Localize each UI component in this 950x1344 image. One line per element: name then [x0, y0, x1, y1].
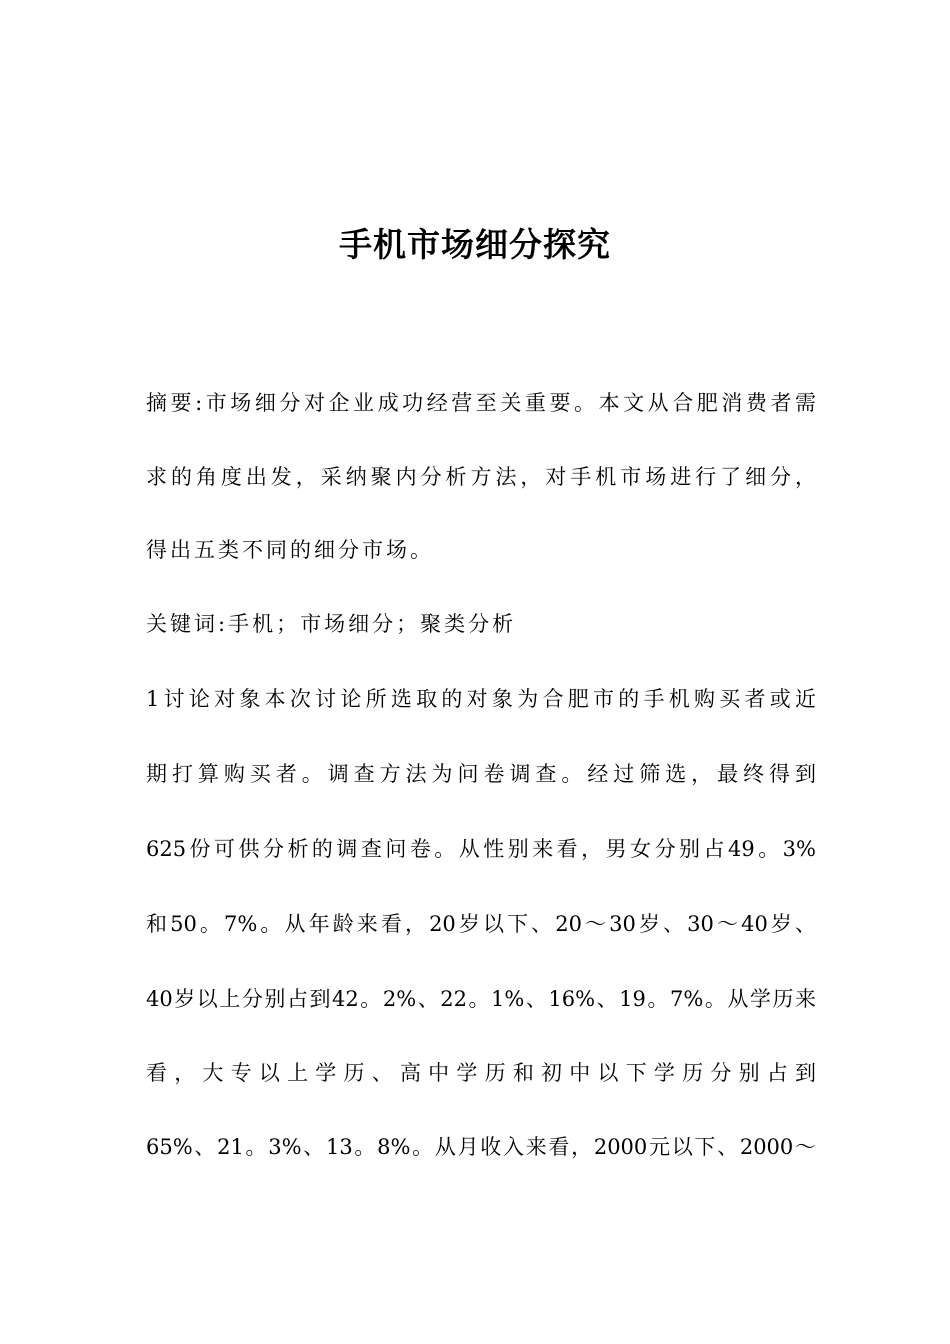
body-line-6: 看，大专以上学历、高中学历和初中以下学历分别占到 [146, 1061, 816, 1085]
body-line-3: 625份可供分析的调查问卷。从性别来看，男女分别占49。3% [146, 837, 816, 861]
abstract-line-2: 求的角度出发，采纳聚内分析方法，对手机市场进行了细分， [146, 465, 816, 489]
body-line-4: 和50。7%。从年龄来看，20岁以下、20～30岁、30～40岁、 [146, 912, 816, 936]
body-line-5: 40岁以上分别占到42。2%、22。1%、16%、19。7%。从学历来 [146, 987, 816, 1011]
document-title: 手机市场细分探究 [339, 225, 611, 264]
abstract-line-3: 得出五类不同的细分市场。 [146, 538, 434, 562]
body-line-7: 65%、21。3%、13。8%。从月收入来看，2000元以下、2000～ [146, 1135, 816, 1159]
abstract-line-1: 摘要:市场细分对企业成功经营至关重要。本文从合肥消费者需 [146, 391, 816, 415]
body-line-1: 1讨论对象本次讨论所选取的对象为合肥市的手机购买者或近 [146, 687, 816, 711]
keywords-line: 关键词:手机；市场细分；聚类分析 [146, 612, 517, 636]
body-line-2: 期打算购买者。调查方法为问卷调查。经过筛选，最终得到 [146, 762, 816, 786]
